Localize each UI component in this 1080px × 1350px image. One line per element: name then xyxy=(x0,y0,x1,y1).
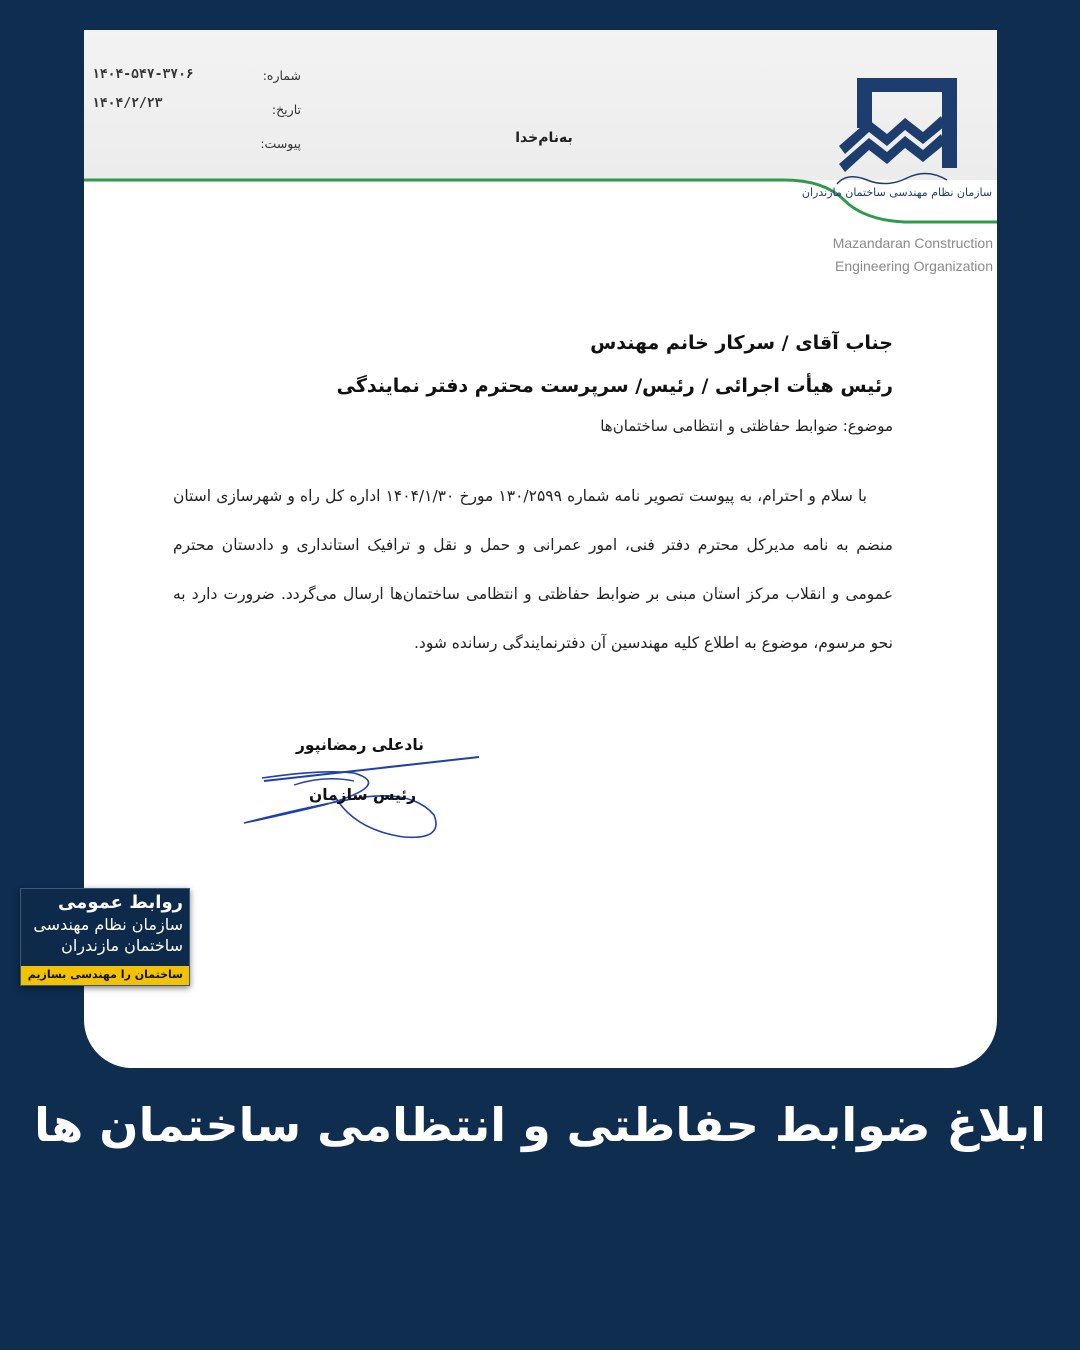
letter-body xyxy=(173,472,893,668)
badge-line-3: ساختمان مازندران xyxy=(61,936,183,955)
badge-line-2: سازمان نظام مهندسی xyxy=(33,915,183,934)
organization-logo xyxy=(801,68,993,228)
number-label: شماره: xyxy=(262,68,301,83)
organization-english-name xyxy=(793,232,993,278)
number-value: ۱۴۰۴-۵۴۷-۳۷۰۶ xyxy=(92,67,194,82)
post-headline: ابلاغ ضوابط حفاظتی و انتظامی ساختمان ها xyxy=(34,1098,1046,1152)
attachment-label: پیوست: xyxy=(260,136,301,151)
badge-slogan: ساختمان را مهندسی بسازیم xyxy=(27,968,183,981)
badge-line-1: روابط عمومی xyxy=(57,892,183,913)
org-en-line1: Mazandaran Construction xyxy=(832,235,993,251)
basmala: به‌نام‌خدا xyxy=(515,130,573,146)
letter-body-paragraph: با سلام و احترام، به پیوست تصویر نامه شماره ۱۳۰/۲۵۹۹ مورخ ۱۴۰۴/۱/۳۰ اداره کل راه و شهرسازی استان منضم به نامه مدیرکل محترم دفتر فنی، امور عمرانی و حمل و نقل و ترافیک استانداری و دادستان محترم عمومی و انقلاب مرکز استان مبنی بر ضوابط حفاظتی و انتظامی ساختمان‌ها ارسال می‌گردد. ضرورت دارد به نحو مرسوم، موضوع به اطلاع کلیه مهندسین آن دفترنمایندگی رسانده شود. xyxy=(173,487,893,652)
recipient-line-2: رئیس هیأت اجرائی / رئیس/ سرپرست محترم دفتر نمایندگی xyxy=(336,375,893,397)
date-label: تاریخ: xyxy=(271,102,301,117)
date-value: ۱۴۰۴/۲/۲۳ xyxy=(92,96,163,111)
logo-org-name: سازمان نظام مهندسی ساختمان مازندران xyxy=(801,186,993,199)
letter-subject: موضوع: ضوابط حفاظتی و انتظامی ساختمان‌ها xyxy=(600,417,893,435)
letter-card xyxy=(84,30,997,1068)
public-relations-badge xyxy=(20,888,190,986)
signer-name: نادعلی رمضانپور xyxy=(296,736,424,754)
badge-slogan-bar xyxy=(21,966,189,985)
recipient-line-1: جناب آقای / سرکار خانم مهندس xyxy=(590,332,893,354)
org-en-line2: Engineering Organization xyxy=(835,258,993,274)
signer-title: رئیس سازمان xyxy=(309,786,417,804)
